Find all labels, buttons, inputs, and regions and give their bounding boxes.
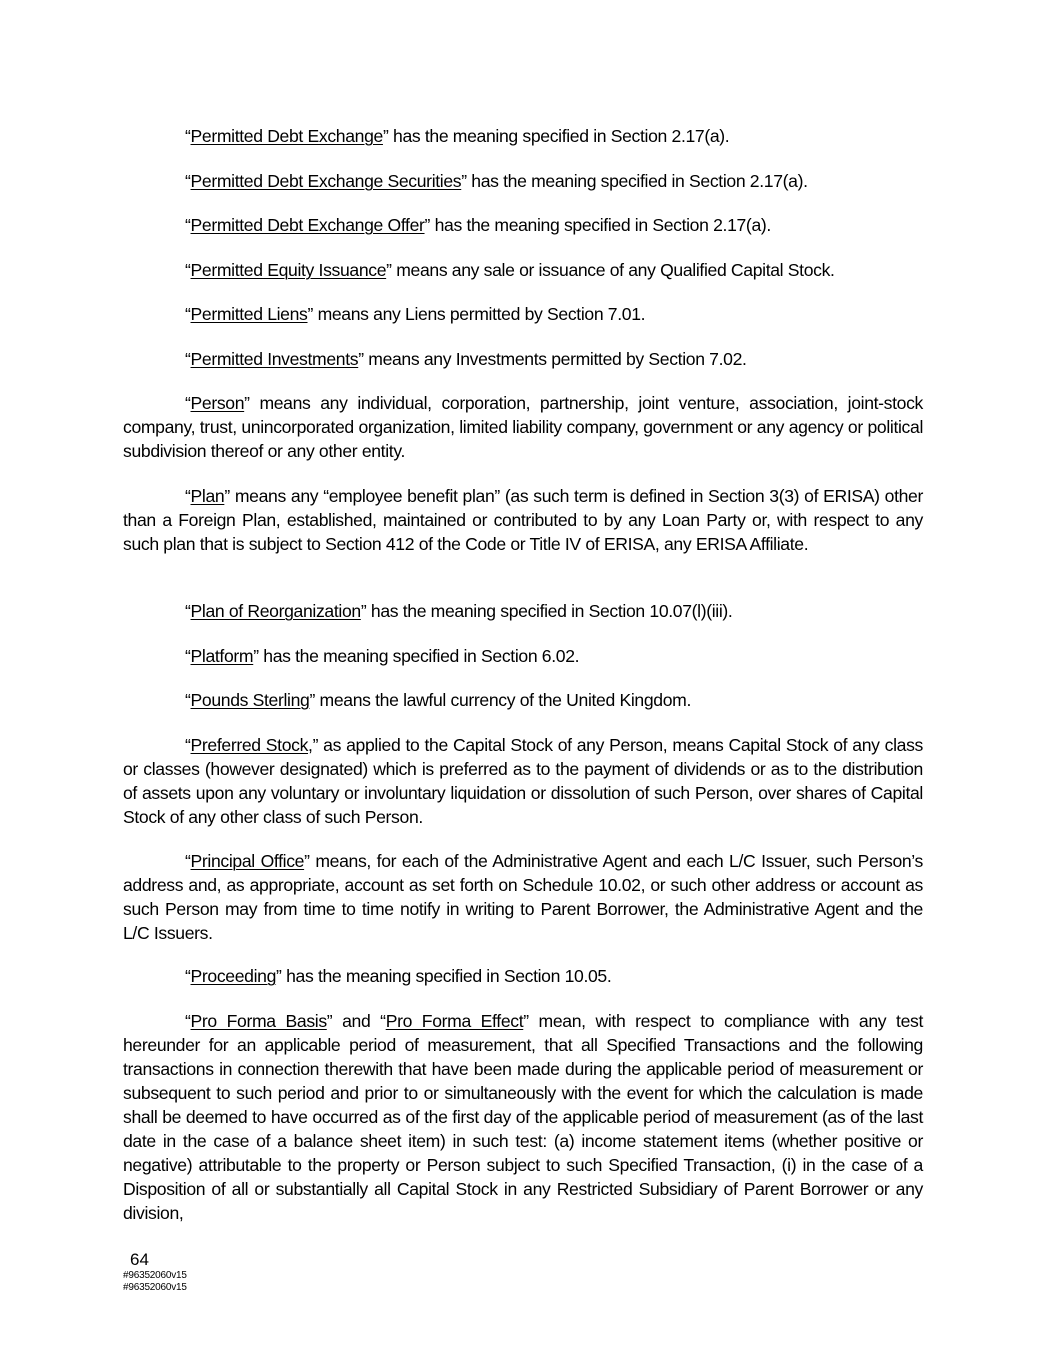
definition-pounds-sterling: “Pounds Sterling” means the lawful currency of the United Kingdom. (185, 690, 691, 710)
definition-permitted-liens: “Permitted Liens” means any Liens permitted by Section 7.01. (185, 304, 646, 324)
defined-term: Plan (190, 486, 225, 506)
document-id: #96352060v15 (123, 1270, 187, 1281)
definition-person: “Person” means any individual, corporation, partnership, joint venture, association, joint-stock company, trust, unincorporated organization, limited liability company, government or any agency or political subdivision thereof or any other entity. (123, 393, 923, 461)
definition-permitted-debt-exchange: “Permitted Debt Exchange” has the meaning specified in Section 2.17(a). (185, 126, 730, 146)
definition-plan: “Plan” means any “employee benefit plan” (as such term is defined in Section 3(3) of ERISA) other than a Foreign Plan, established, maintained or contributed to by any Loan Party or, with respect to any such plan that is subject to Section 412 of the Code or Title IV of ERISA, any ERISA Affiliate. (123, 486, 923, 554)
defined-term: Permitted Equity Issuance (190, 260, 387, 280)
definition-permitted-debt-exchange-securities: “Permitted Debt Exchange Securities” has the meaning specified in Section 2.17(a). (185, 171, 808, 191)
definition-permitted-investments: “Permitted Investments” means any Investments permitted by Section 7.02. (185, 349, 747, 369)
defined-term: Permitted Debt Exchange Securities (190, 171, 462, 191)
definition-proceeding: “Proceeding” has the meaning specified in Section 10.05. (185, 966, 612, 986)
definition-preferred-stock: “Preferred Stock,” as applied to the Capital Stock of any Person, means Capital Stock of any class or classes (however designated) which is preferred as to the payment of dividends or as to the distribution of assets upon any voluntary or involuntary liquidation or dissolution of such Person, over shares of Capital Stock of any other class of such Person. (123, 735, 923, 827)
defined-term: Preferred Stock (190, 735, 309, 755)
defined-term: Pro Forma Basis (190, 1011, 327, 1031)
definition-platform: “Platform” has the meaning specified in Section 6.02. (185, 646, 580, 666)
defined-term: Proceeding (190, 966, 277, 986)
defined-term: Permitted Investments (190, 349, 359, 369)
defined-term: Pro Forma Effect (385, 1011, 524, 1031)
page-footer (123, 1250, 187, 1294)
defined-term: Permitted Liens (190, 304, 308, 324)
document-id: #96352060v15 (123, 1282, 187, 1293)
definition-permitted-equity-issuance: “Permitted Equity Issuance” means any sale or issuance of any Qualified Capital Stock. (185, 260, 835, 280)
defined-term: Permitted Debt Exchange (190, 126, 383, 146)
defined-term: Platform (190, 646, 254, 666)
defined-term: Principal Office (190, 851, 305, 871)
page-number: 64 (130, 1250, 149, 1269)
defined-term: Person (190, 393, 245, 413)
defined-term: Pounds Sterling (190, 690, 310, 710)
defined-term: Permitted Debt Exchange Offer (190, 215, 425, 235)
definition-principal-office: “Principal Office” means, for each of the Administrative Agent and each L/C Issuer, such Person’s address and, as appropriate, account as set forth on Schedule 10.02, or such other address or account as such Person may from time to time notify in writing to Parent Borrower, the Administrative Agent and the L/C Issuers. (123, 851, 923, 943)
definition-permitted-debt-exchange-offer: “Permitted Debt Exchange Offer” has the meaning specified in Section 2.17(a). (185, 215, 771, 235)
defined-term: Plan of Reorganization (190, 601, 361, 621)
definition-pro-forma-basis: “Pro Forma Basis” and “Pro Forma Effect” mean, with respect to compliance with any test hereunder for an applicable period of measurement, that all Specified Transactions and the following transactions in connection therewith that have been made during the applicable period of measurement or subsequent to such period and prior to or simultaneously with the event for which the calculation is made shall be deemed to have occurred as of the first day of the applicable period of measurement (as of the last date in the case of a balance sheet item) in such test: (a) income statement items (whether positive or negative) attributable to the property or Person subject to such Specified Transaction, (i) in the case of a Disposition of all or substantially all Capital Stock in any Restricted Subsidiary of Parent Borrower or any division, (123, 1011, 923, 1223)
definition-plan-of-reorganization: “Plan of Reorganization” has the meaning specified in Section 10.07(l)(iii). (185, 601, 733, 621)
